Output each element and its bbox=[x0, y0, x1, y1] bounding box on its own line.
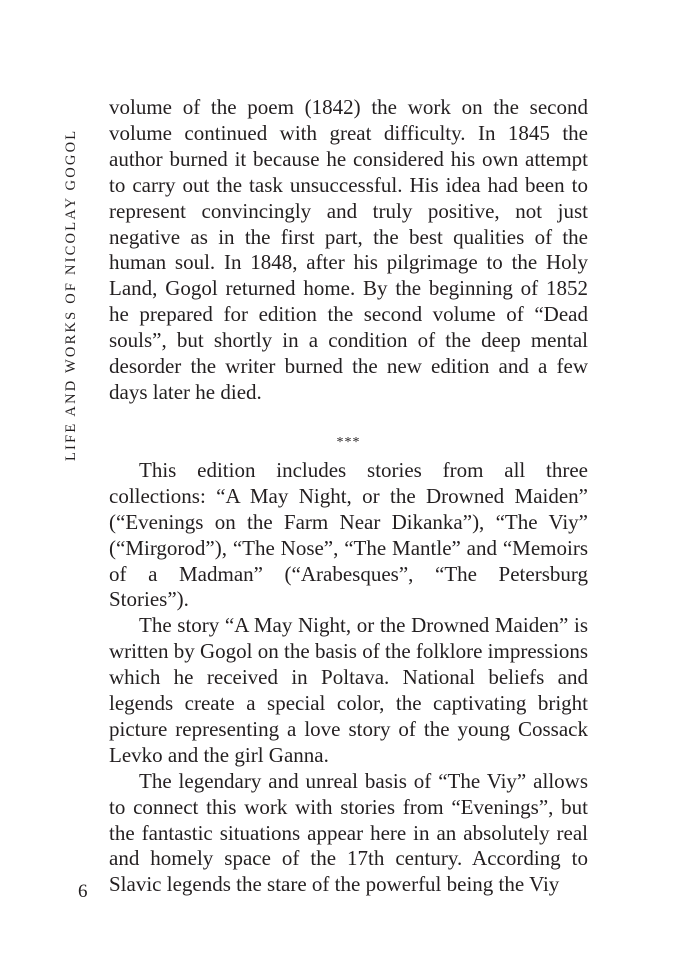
running-header: LIFE AND WORKS OF NICOLAY GOGOL bbox=[63, 128, 79, 461]
page-body bbox=[109, 95, 588, 898]
page-number: 6 bbox=[78, 881, 88, 902]
paragraph-viy: The legendary and unreal basis of “The Viy” allows to connect this work with stories from “Evenings”, but the fantastic situations appear here in an absolutely real and homely space of the 17th century. According to Slavic legends the stare of the powerful being the Viy bbox=[109, 768, 588, 897]
paragraph-edition-contents: This edition includes stories from all three collections: “A May Night, or the Drowned Maiden” (“Evenings on the Farm Near Dikanka”), “The Viy” (“Mirgorod”), “The Nose”, “The Mantle” and “Memoirs of a Madman” (“Arabesques”, “The Petersburg Stories”). bbox=[109, 457, 588, 612]
paragraph-may-night: The story “A May Night, or the Drowned Maiden” is written by Gogol on the basis of the folklore impressions which he received in Poltava. National beliefs and legends create a special color, the captivating bright picture representing a love story of the young Cossack Levko and the girl Ganna. bbox=[109, 613, 588, 767]
section-separator: *** bbox=[336, 434, 361, 450]
paragraph-continuation: volume of the poem (1842) the work on the second volume continued with great difficulty. In 1845 the author burned it because he considered his own attempt to carry out the task unsuccessful. His idea had been to represent convincingly and truly positive, not just negative as in the first part, the best qualities of the human soul. In 1848, after his pilgrimage to the Holy Land, Gogol returned home. By the beginning of 1852 he prepared for edition the second volume of “Dead souls”, but shortly in a condition of the deep mental desorder the writer burned the new edition and a few days later he died. bbox=[109, 95, 588, 404]
